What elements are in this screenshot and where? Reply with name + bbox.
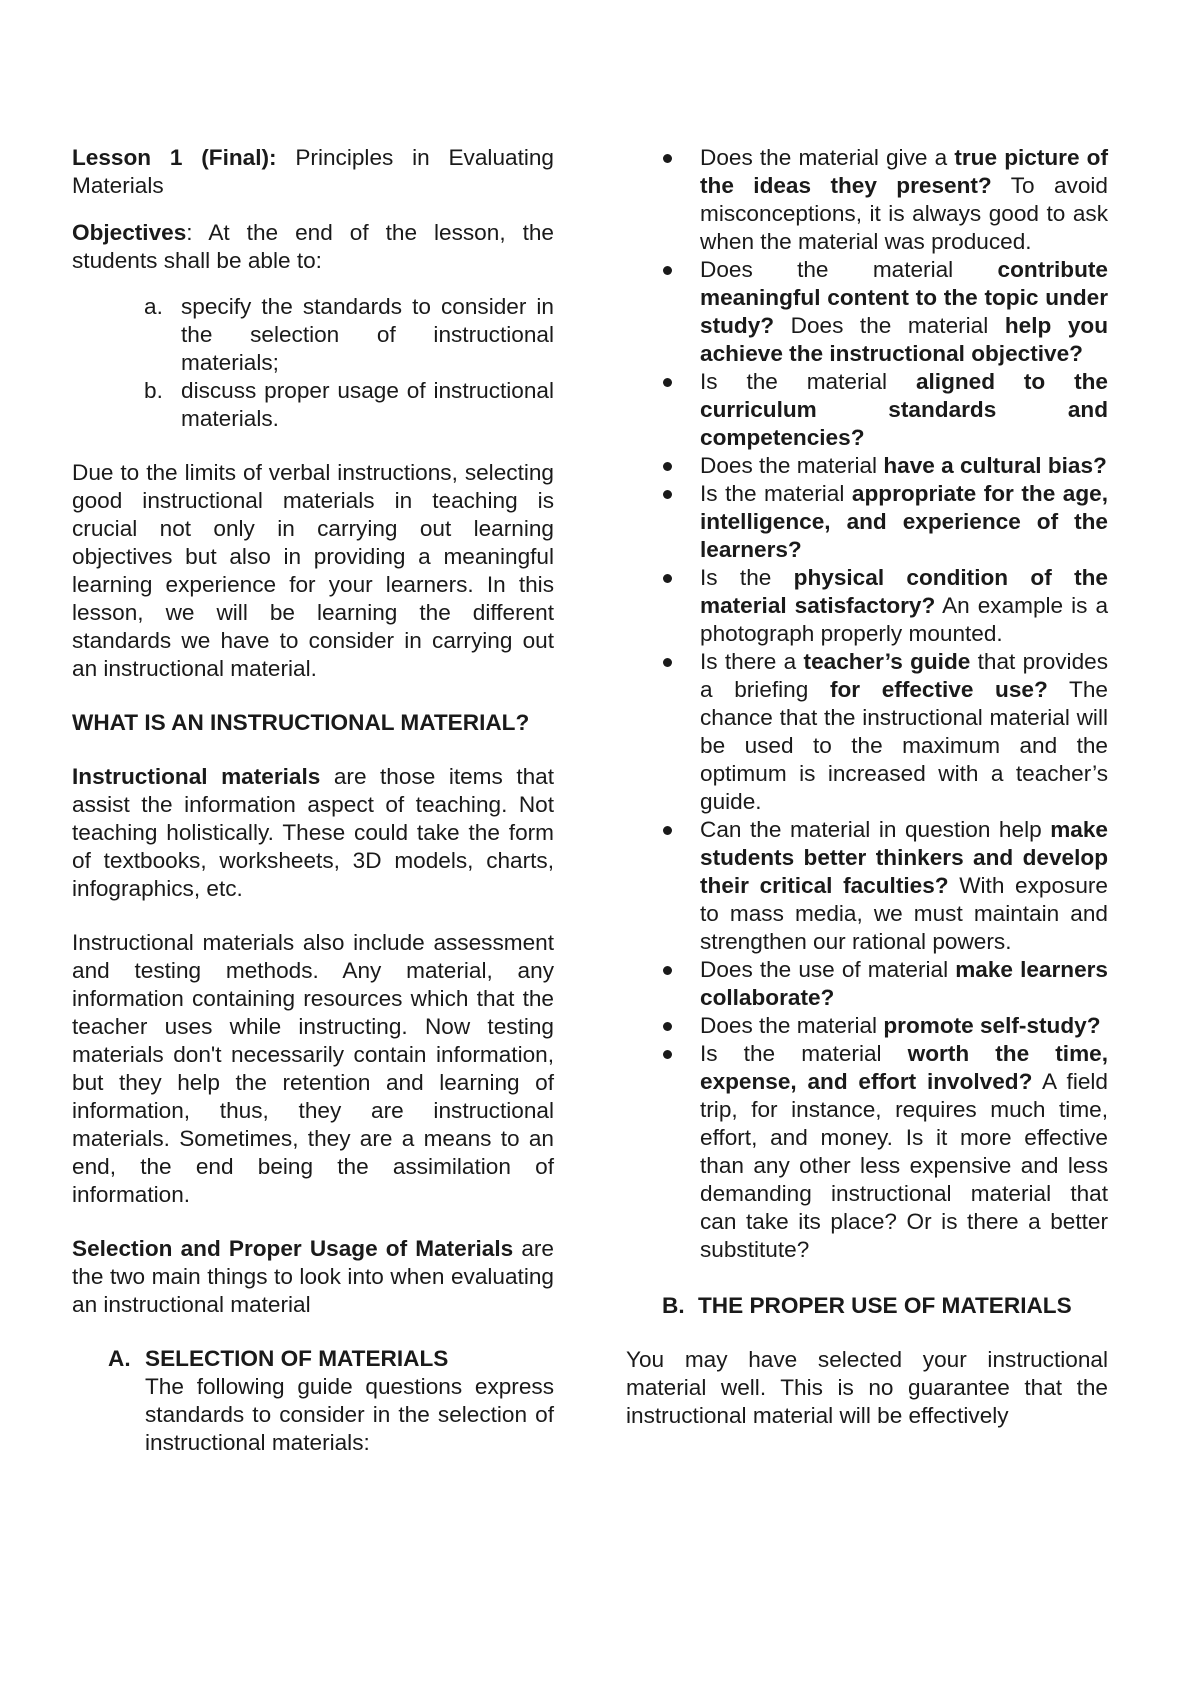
question-text: Does the material xyxy=(700,453,884,478)
objective-item xyxy=(72,293,554,377)
what-heading-text: WHAT IS AN INSTRUCTIONAL MATERIAL? xyxy=(72,710,530,735)
bullet-icon xyxy=(663,1050,672,1059)
question-text: that provides a briefing xyxy=(700,649,1109,702)
objective-text: specify the standards to consider in the selection of instructional materials; xyxy=(181,294,554,375)
bullet-icon xyxy=(663,266,672,275)
section-a-title: SELECTION OF MATERIALS xyxy=(145,1346,449,1371)
question-text: An example is a photograph properly mounted. xyxy=(700,593,1109,646)
question-emphasis: for effective use? xyxy=(829,677,1048,702)
objective-marker: b. xyxy=(144,378,163,403)
bullet-icon xyxy=(663,574,672,583)
what-heading xyxy=(72,709,554,737)
objective-marker: a. xyxy=(144,294,163,319)
definition-paragraph xyxy=(72,763,554,903)
question-text: The chance that the instructional material will be used to the maximum and the optimum is increased with a teacher’s guide. xyxy=(700,677,1108,814)
bullet-icon xyxy=(663,490,672,499)
objectives-intro xyxy=(72,219,554,275)
question-emphasis: make students better thinkers and develop their critical faculties? xyxy=(700,817,1108,898)
question-text: Does the material xyxy=(774,313,1005,338)
guide-question-item xyxy=(626,816,1108,956)
selection-paragraph xyxy=(72,1235,554,1319)
objectives-list xyxy=(72,293,554,433)
question-emphasis: teacher’s guide xyxy=(803,649,971,674)
section-b-heading xyxy=(626,1292,1108,1320)
question-text: Does the material xyxy=(700,1013,884,1038)
question-emphasis: help you achieve the instructional objective? xyxy=(700,313,1109,366)
question-text: Does the use of material xyxy=(700,957,956,982)
right-column xyxy=(626,144,1108,1430)
question-emphasis: have a cultural bias? xyxy=(883,453,1107,478)
question-text: Is the xyxy=(700,565,794,590)
left-column xyxy=(72,144,554,1457)
section-a-marker: A. xyxy=(108,1346,131,1371)
lesson-title-text: Principles in Evaluating Materials xyxy=(72,145,554,198)
question-text: Does the material xyxy=(700,257,998,282)
objective-text: discuss proper usage of instructional materials. xyxy=(181,378,554,431)
question-text: Is the material xyxy=(700,369,916,394)
question-emphasis: true picture of the ideas they present? xyxy=(700,145,1109,198)
lesson-title xyxy=(72,144,554,200)
bullet-icon xyxy=(663,462,672,471)
also-paragraph: Instructional materials also include assessment and testing methods. Any material, any information containing resources which that the teacher uses while instructing. Now testing materials don't necessarily contain information, but they help the retention and learning of information, thus, they are instructional materials. Sometimes, they are a means to an end, the end being the assimilation of information. xyxy=(72,930,554,1207)
guide-question-item xyxy=(626,144,1108,256)
section-b-text: You may have selected your instructional material well. This is no guarantee that the instructional material will be effectively xyxy=(626,1347,1108,1428)
question-text: Can the material in question help xyxy=(700,817,1051,842)
question-text: Is there a xyxy=(700,649,804,674)
guide-question-item xyxy=(626,256,1108,368)
question-emphasis: appropriate for the age, intelligence, and experience of the learners? xyxy=(700,481,1108,562)
bullet-icon xyxy=(663,154,672,163)
guide-question-item xyxy=(626,368,1108,452)
bullet-icon xyxy=(663,1022,672,1031)
objectives-label: Objectives xyxy=(72,220,187,245)
objectives-text: : At the end of the lesson, the students shall be able to: xyxy=(72,220,554,273)
definition-term: Instructional materials xyxy=(72,764,321,789)
section-b-marker: B. xyxy=(662,1293,685,1318)
question-text: To avoid misconceptions, it is always good to ask when the material was produced. xyxy=(700,173,1108,254)
definition-text: are those items that assist the information aspect of teaching. Not teaching holistically. These could take the form of textbooks, worksheets, 3D models, charts, infographics, etc. xyxy=(72,764,555,901)
question-emphasis: physical condition of the material satisfactory? xyxy=(700,565,1108,618)
bullet-icon xyxy=(663,378,672,387)
question-emphasis: worth the time, expense, and effort involved? xyxy=(700,1041,1108,1094)
bullet-icon xyxy=(663,826,672,835)
bullet-icon xyxy=(663,658,672,667)
section-a-heading xyxy=(72,1345,554,1373)
bullet-icon xyxy=(663,966,672,975)
question-text: With exposure to mass media, we must maintain and strengthen our rational powers. xyxy=(700,873,1108,954)
objective-item xyxy=(72,377,554,433)
section-b-title: THE PROPER USE OF MATERIALS xyxy=(698,1293,1072,1318)
question-emphasis: contribute meaningful content to the topic under study? xyxy=(700,257,1108,338)
section-a-text: The following guide questions express standards to consider in the selection of instructional materials: xyxy=(145,1374,554,1455)
question-text: Does the material give a xyxy=(700,145,955,170)
question-emphasis: make learners collaborate? xyxy=(700,957,1108,1010)
question-text: Is the material xyxy=(700,481,852,506)
guide-question-item xyxy=(626,956,1108,1012)
selection-text: are the two main things to look into when evaluating an instructional material xyxy=(72,1236,554,1317)
guide-question-item xyxy=(626,564,1108,648)
guide-question-item xyxy=(626,480,1108,564)
question-text: Is the material xyxy=(700,1041,908,1066)
lesson-title-bold: Lesson 1 (Final): xyxy=(72,145,277,170)
intro-paragraph: Due to the limits of verbal instructions, selecting good instructional materials in teaching is crucial not only in carrying out learning objectives but also in providing a meaningful learning experience for your learners. In this lesson, we will be learning the different standards we have to consider in carrying out an instructional material. xyxy=(72,460,554,681)
guide-question-item xyxy=(626,1040,1108,1264)
guide-question-item xyxy=(626,1012,1108,1040)
guide-questions-list xyxy=(626,144,1108,1264)
guide-question-item xyxy=(626,648,1108,816)
guide-question-item xyxy=(626,452,1108,480)
question-text: A field trip, for instance, requires much time, effort, and money. Is it more effective than any other less expensive and less demanding instructional material that can take its place? Or is there a better substitute? xyxy=(700,1069,1108,1262)
question-emphasis: promote self-study? xyxy=(883,1013,1101,1038)
selection-term: Selection and Proper Usage of Materials xyxy=(72,1236,514,1261)
question-emphasis: aligned to the curriculum standards and competencies? xyxy=(700,369,1108,450)
